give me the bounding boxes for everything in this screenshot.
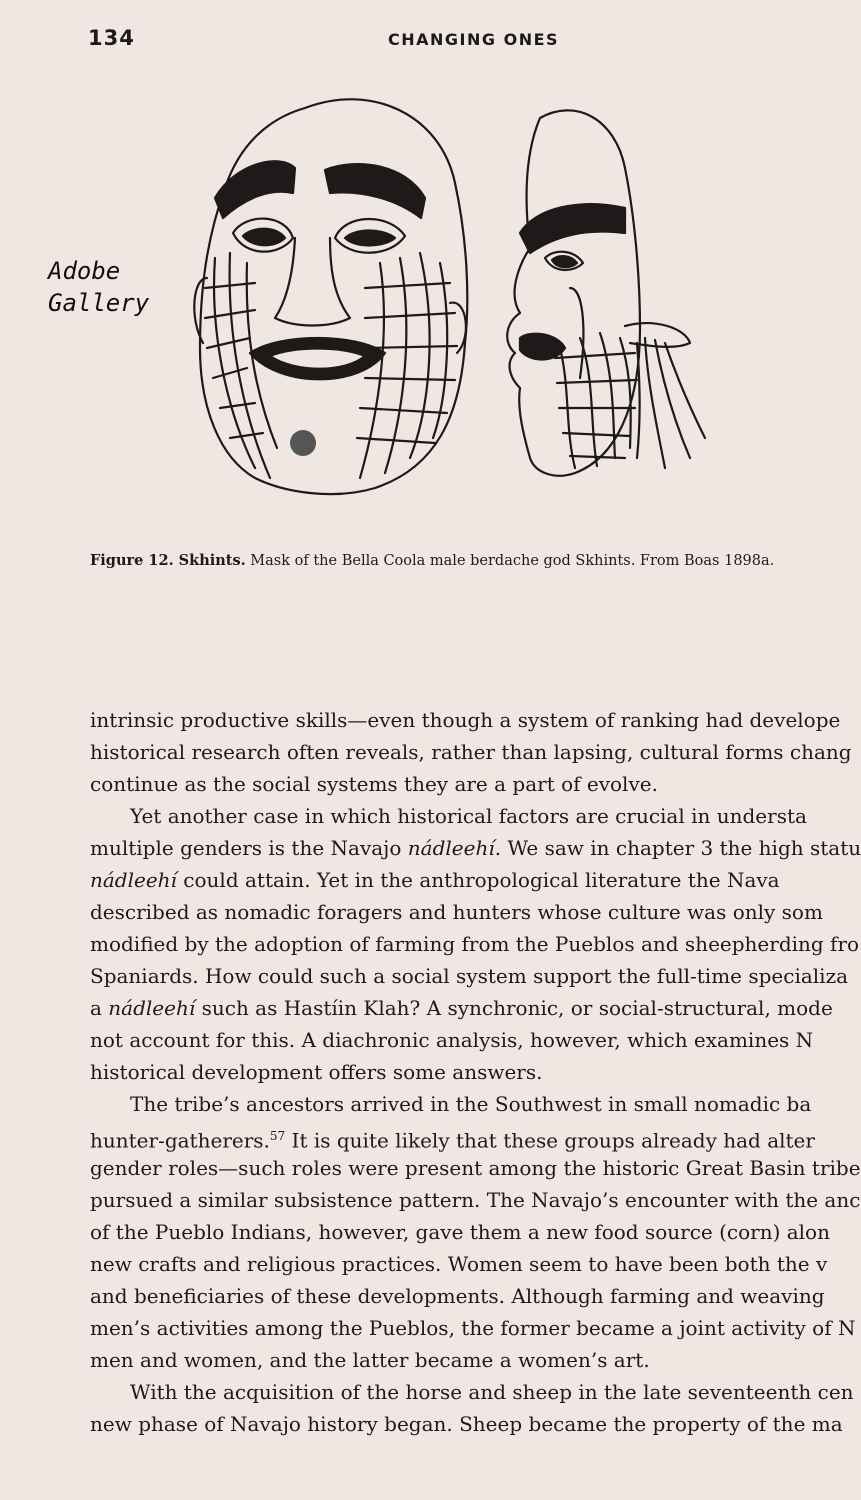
profile-brow: [520, 204, 625, 253]
body-line: not account for this. A diachronic analysis, however, which examines N: [90, 1028, 814, 1052]
body-line: historical research often reveals, rather than lapsing, cultural forms chang: [90, 740, 852, 764]
profile-mask-outline: [507, 110, 640, 475]
body-line: hunter-gatherers.$^{57}$ It is quite likely that these groups already had alter: [90, 1128, 815, 1153]
watermark-logo: [48, 255, 149, 319]
figure-label: Figure 12. Skhints.: [90, 552, 246, 569]
running-title: CHANGING ONES: [388, 30, 560, 49]
body-line: Yet another case in which historical factors are crucial in understa: [130, 804, 807, 828]
front-left-brow: [215, 161, 295, 218]
body-line: gender roles—such roles were present among the historic Great Basin tribe: [90, 1156, 861, 1180]
figure-caption-text: Mask of the Bella Coola male berdache god Skhints. From Boas 1898a.: [245, 553, 775, 569]
show-through-line: [88, 100, 93, 119]
body-line: men and women, and the latter became a women’s art.: [90, 1348, 650, 1372]
body-line: described as nomadic foragers and hunters whose culture was only som: [90, 900, 823, 924]
page-number: 134: [88, 26, 135, 50]
watermark-line-2: Gallery: [48, 289, 150, 317]
mask-illustration: [185, 88, 775, 528]
body-line: new phase of Navajo history began. Sheep became the property of the ma: [90, 1412, 843, 1436]
body-line: of the Pueblo Indians, however, gave them a new food source (corn) alon: [90, 1220, 830, 1244]
front-right-brow: [325, 164, 425, 218]
body-line: modified by the adoption of farming from the Pueblos and sheepherding fro: [90, 932, 860, 956]
body-line: pursued a similar subsistence pattern. The Navajo’s encounter with the anc: [90, 1188, 861, 1212]
body-line: continue as the social systems they are a part of evolve.: [90, 772, 658, 796]
body-line: The tribe’s ancestors arrived in the Southwest in small nomadic ba: [130, 1092, 812, 1116]
body-line: and beneficiaries of these developments. Although farming and weaving: [90, 1284, 825, 1308]
body-line: Spaniards. How could such a social system support the full-time specializa: [90, 964, 849, 988]
body-line: men’s activities among the Pueblos, the former became a joint activity of N: [90, 1316, 856, 1340]
body-line: historical development offers some answers.: [90, 1060, 543, 1084]
body-line: nádleehí could attain. Yet in the anthropological literature the Nava: [90, 868, 780, 892]
body-line: With the acquisition of the horse and sheep in the late seventeenth cen: [130, 1380, 854, 1404]
watermark-line-1: Adobe: [48, 257, 121, 285]
body-line: multiple genders is the Navajo nádleehí. We saw in chapter 3 the high statu: [90, 836, 861, 860]
body-line: new crafts and religious practices. Women seem to have been both the v: [90, 1252, 828, 1276]
figure-caption: [90, 552, 806, 569]
body-line: intrinsic productive skills—even though a system of ranking had develope: [90, 708, 841, 732]
body-line: a nádleehí such as Hastíin Klah? A synchronic, or social-structural, mode: [90, 996, 833, 1020]
